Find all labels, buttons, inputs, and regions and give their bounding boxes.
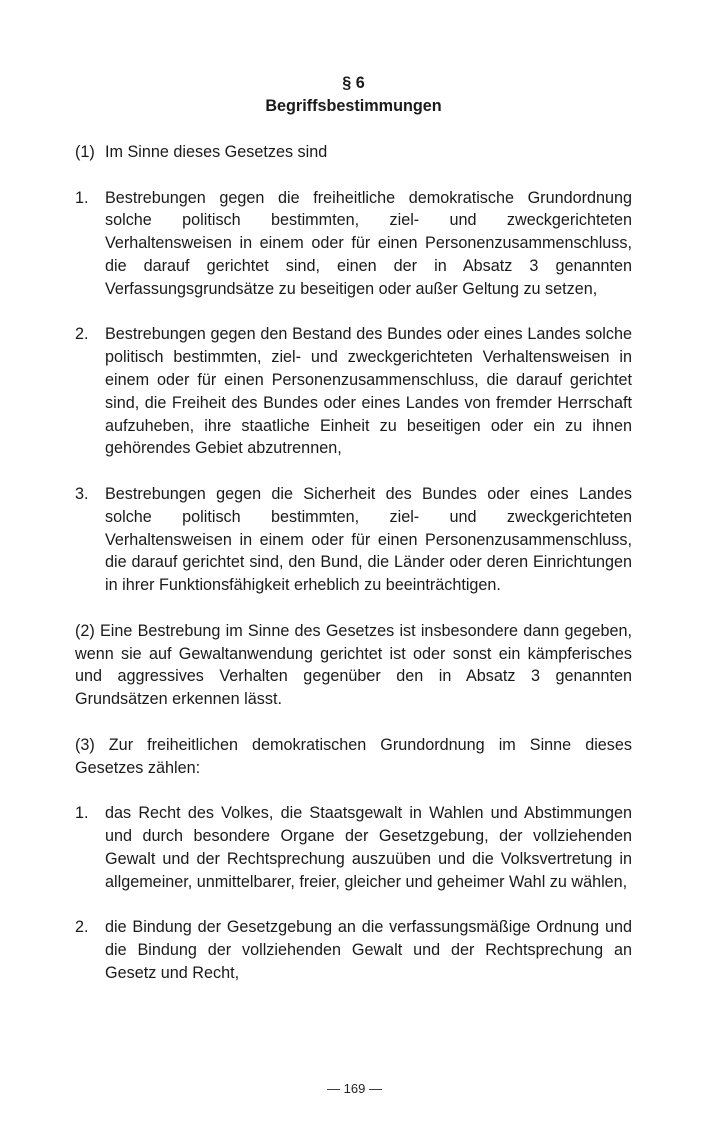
paragraph-1-intro (75, 141, 632, 164)
list-item-text: das Recht des Volkes, die Staatsgewalt in Wahlen und Abstimmungen und durch besondere Organe der Gesetzgebung, der vollziehenden Gewalt und der Rechtsprechung auszuüben und die Volksvertretung in allgemeiner, unmittelbarer, freier, gleicher und geheimer Wahl zu wählen, (105, 804, 632, 891)
document-page (75, 72, 632, 984)
paragraph-1-intro-text: Im Sinne dieses Gesetzes sind (105, 143, 328, 161)
list-item (75, 187, 632, 301)
list-item-text: Bestrebungen gegen den Bestand des Bundes oder eines Landes solche politisch bestimmten, ziel- und zweckgerichteten Verhaltensweisen in einem oder für einen Personenzusammenschluss, die darauf gerichtet sind, die Freiheit des Bundes oder eines Landes von fremder Herrschaft aufzuheben, ihre staatliche Einheit zu beseitigen oder ein zu ihnen gehörendes Gebiet abzutrennen, (105, 325, 632, 458)
page-number: — 169 — (327, 1081, 382, 1096)
list-item (75, 323, 632, 460)
list-item-number: 1. (75, 188, 89, 207)
list-item-number: 2. (75, 918, 89, 937)
list-item (75, 483, 632, 597)
list-item-text: Bestrebungen gegen die Sicherheit des Bundes oder eines Landes solche politisch bestimmten, ziel- und zweckgerichteten Verhaltensweisen in einem oder für einen Personenzusammenschluss, die darauf gerichtet sind, den Bund, die Länder oder deren Einrichtungen in ihrer Funktionsfähigkeit erheblich zu beeinträchtigen. (105, 484, 632, 595)
paragraph-3-intro: (3) Zur freiheitlichen demokratischen Grundordnung im Sinne dieses Gesetzes zählen: (75, 735, 632, 777)
list-item-number: 2. (75, 325, 89, 344)
list-item-text: die Bindung der Gesetzgebung an die verfassungsmäßige Ordnung und die Bindung der vollziehenden Gewalt und der Rechtsprechung an Gesetz und Recht, (105, 918, 632, 982)
section-title: Begriffsbestimmungen (265, 97, 442, 115)
paragraph-1-label: (1) (75, 143, 95, 161)
list-item-text: Bestrebungen gegen die freiheitliche demokratische Grundordnung solche politisch bestimmten, ziel- und zweckgerichteten Verhaltensweisen in einem oder für einen Personenzusammenschluss, die darauf gerichtet sind, einen der in Absatz 3 genannten Verfassungsgrundsätze zu beseitigen oder außer Geltung zu setzen, (105, 188, 632, 298)
list-item-number: 1. (75, 804, 89, 823)
list-item (75, 916, 632, 984)
list-item (75, 802, 632, 893)
list-item-number: 3. (75, 484, 89, 503)
section-number: § 6 (342, 74, 365, 92)
paragraph-2: (2) Eine Bestrebung im Sinne des Gesetzes ist insbesondere dann gegeben, wenn sie auf Gewaltanwendung gerichtet ist oder sonst ein kämpferisches und aggressives Verhalten gegenüber den in Absatz 3 genannten Grundsätzen erkennen lässt. (75, 621, 632, 709)
